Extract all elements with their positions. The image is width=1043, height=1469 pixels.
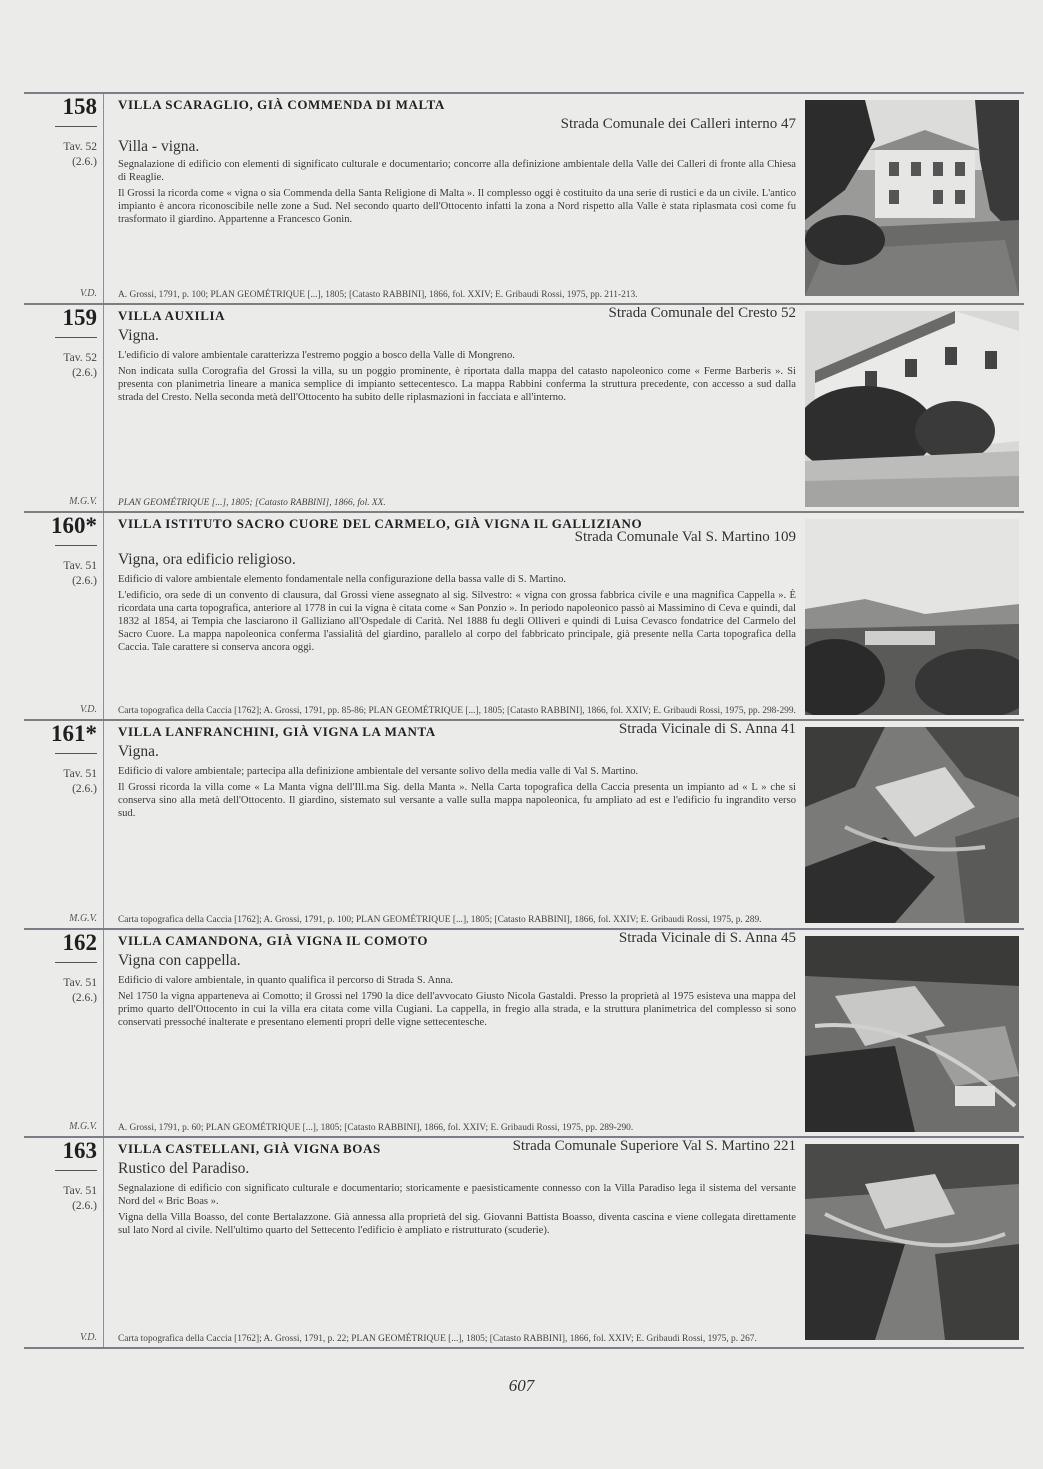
entry-references: Carta topografica della Caccia [1762]; A. Grossi, 1791, pp. 85-86; PLAN GEOMÉTRIQUE [...], 1805; [Catasto RABBINI], 1866, fol. XXIV; E. Gribaudi Rossi, 1975, pp. 298-299. <box>118 706 796 716</box>
number-underline <box>55 337 97 338</box>
entry-address: Strada Vicinale di S. Anna 41 <box>618 721 796 737</box>
tav-label: Tav. 52 <box>63 141 97 153</box>
entry-number: 163 <box>62 1138 97 1163</box>
entry-number: 162 <box>62 930 97 955</box>
body-paragraph: Non indicata sulla Corografia del Grossi la villa, su un poggio prominente, è riportata dalla mappa del catasto napoleonico come « Ferme Barberis ». Si presenta con planimetria lineare a manica semplice di impianto settecentesco. La mappa Rabbini conferma la struttura precedente, con accesso a sud dalla strada del Cresto. Nella seconda metà dell'Ottocento ha subito delle riplasmazioni in facciata e all'interno. <box>118 366 796 403</box>
author-initials: M.G.V. <box>69 913 97 924</box>
body-paragraph: Segnalazione di edificio con elementi di significato culturale e documentario; concorre alla definizione ambientale della Valle dei Calleri di fronte alla Chiesa di Reaglie. <box>118 159 796 183</box>
author-initials: V.D. <box>79 1332 97 1343</box>
tav-section: (2.6.) <box>72 783 97 795</box>
entry-number: 159 <box>62 305 97 330</box>
tav-label: Tav. 52 <box>63 352 97 364</box>
number-underline <box>55 1170 97 1171</box>
body-paragraph: Nel 1750 la vigna apparteneva ai Comotto; il Grossi nel 1790 la dice dell'avvocato Giusto Nicola Gastaldi. Presso la proprietà al 1975 esisteva una mappa del primo quarto dell'Ottocento in cui la villa era citata come villa Cugiani. La cappella, in fregio alla strada, e la struttura planimetrica del complesso si sono conservati pressoché inalterate e presentano elementi propri delle vigne settecentesche. <box>118 991 796 1028</box>
entry-text <box>118 721 796 928</box>
number-underline <box>55 753 97 754</box>
entry-type: Vigna. <box>118 743 159 760</box>
entry-body <box>118 765 796 823</box>
page-number: 607 <box>508 1376 535 1395</box>
entry-address: Strada Comunale Superiore Val S. Martino 221 <box>512 1138 796 1154</box>
entry-title: VILLA CAMANDONA, GIÀ VIGNA IL COMOTO <box>118 933 429 948</box>
author-initials: V.D. <box>79 288 97 299</box>
villa-photo <box>805 311 1019 507</box>
entry-title: VILLA LANFRANCHINI, GIÀ VIGNA LA MANTA <box>118 724 436 739</box>
entry-references: Carta topografica della Caccia [1762]; A. Grossi, 1791, p. 22; PLAN GEOMÉTRIQUE [...], 1805; [Catasto RABBINI], 1866, fol. XXIV; E. Gribaudi Rossi, 1975, p. 267. <box>118 1334 757 1344</box>
entry-address: Strada Comunale Val S. Martino 109 <box>574 529 796 545</box>
entry-161 <box>24 719 1024 928</box>
entry-body <box>118 1182 796 1240</box>
entry-body <box>118 349 796 407</box>
entry-title: VILLA ISTITUTO SACRO CUORE DEL CARMELO, GIÀ VIGNA IL GALLIZIANO <box>118 516 643 531</box>
aerial-photo <box>805 936 1019 1132</box>
table-reference <box>63 767 97 797</box>
entry-type: Vigna, ora edificio religioso. <box>118 551 296 568</box>
tav-label: Tav. 51 <box>63 560 97 572</box>
entry-sidebar <box>24 930 104 1136</box>
entry-sidebar <box>24 1138 104 1347</box>
entry-159 <box>24 303 1024 511</box>
body-paragraph: Edificio di valore ambientale; partecipa alla definizione ambientale del versante solivo della media valle di Val S. Martino. <box>118 766 639 777</box>
table-reference <box>63 559 97 589</box>
entry-sidebar <box>24 305 104 511</box>
entry-type: Vigna con cappella. <box>118 952 241 969</box>
entry-sidebar <box>24 94 104 303</box>
entry-type: Rustico del Paradiso. <box>118 1160 250 1177</box>
entry-references: A. Grossi, 1791, p. 100; PLAN GEOMÉTRIQUE [...], 1805; [Catasto RABBINI], 1866, fol. XXIV; E. Gribaudi Rossi, 1975, pp. 211-213. <box>118 290 638 300</box>
table-reference <box>63 351 97 381</box>
tav-label: Tav. 51 <box>63 977 97 989</box>
aerial-photo <box>805 1144 1019 1340</box>
entry-text <box>118 94 796 303</box>
table-reference <box>63 140 97 170</box>
entry-references: Carta topografica della Caccia [1762]; A. Grossi, 1791, p. 100; PLAN GEOMÉTRIQUE [...], 1805; [Catasto RABBINI], 1866, fol. XXIV; E. Gribaudi Rossi, 1975, p. 289. <box>118 915 762 925</box>
villa-photo <box>805 100 1019 296</box>
entry-text <box>118 513 796 719</box>
tav-section: (2.6.) <box>72 1200 97 1212</box>
author-initials: M.G.V. <box>69 496 97 507</box>
villa-photo <box>805 519 1019 715</box>
entry-references: A. Grossi, 1791, p. 60; PLAN GEOMÉTRIQUE [...], 1805; [Catasto RABBINI], 1866, fol. XXIV; E. Gribaudi Rossi, 1975, pp. 289-290. <box>118 1123 634 1133</box>
tav-label: Tav. 51 <box>63 1185 97 1197</box>
tav-section: (2.6.) <box>72 367 97 379</box>
entry-body <box>118 974 796 1032</box>
entry-163 <box>24 1136 1024 1349</box>
entry-162 <box>24 928 1024 1136</box>
body-paragraph: L'edificio, ora sede di un convento di clausura, dal Grossi viene assegnato al sig. Silvestro: « vigna con grossa fabbrica civile e una magnifica Cappella ». È ricordata una carta topografica, anteriore al 1778 in cui la vigna è citata come « San Ponzio ». In periodo napoleonico passò ai Massimino di Ceva e quindi, dal 1832 al 1854, ai Tempia che lasciarono il Galliziano all'Ospedale di Carità. Nel 1888 fu degli Olliveri e quindi di Luisa Cevasco fondatrice del Carmelo del Sacro Cuore. La mappa napoleonica conferma l'assialità del giardino, parallelo al corpo del fabbricato principale, già presente nella Carta topografica della Caccia. Tale carattere si conserva ancora oggi. <box>118 590 796 653</box>
entry-address: Strada Comunale del Cresto 52 <box>608 305 796 321</box>
table-reference <box>63 1184 97 1214</box>
body-paragraph: Il Grossi la ricorda come « vigna o sia Commenda della Santa Religione di Malta ». Il complesso oggi è costituito da una serie di rustici e da un civile. L'antico impianto è ancora riconoscibile nelle zone a Sud. Nel secondo quarto dell'Ottocento infatti la zona a Nord rispetto alla Valle è stata riplasmata così come fu trasformato il giardino. Appartenne a Francesco Gonin. <box>118 188 796 225</box>
entry-title: VILLA AUXILIA <box>118 308 226 323</box>
entry-text <box>118 1138 796 1347</box>
author-initials: M.G.V. <box>69 1121 97 1132</box>
body-paragraph: Vigna della Villa Boasso, del conte Bertalazzone. Già annessa alla proprietà del sig. Giovanni Battista Boasso, diventa cascina e viene collegata direttamente sul lato Nord al civile. Nell'ultimo quarto del Settecento l'edificio è ampliato e ristrutturato (scuderie). <box>118 1212 796 1236</box>
number-underline <box>55 962 97 963</box>
tav-label: Tav. 51 <box>63 768 97 780</box>
body-paragraph: L'edificio di valore ambientale caratterizza l'estremo poggio a bosco della Valle di Mongreno. <box>118 350 515 361</box>
entry-references: PLAN GEOMÉTRIQUE [...], 1805; [Catasto RABBINI], 1866, fol. XX. <box>118 498 386 508</box>
table-reference <box>63 976 97 1006</box>
entry-type: Villa - vigna. <box>118 138 200 155</box>
author-initials: V.D. <box>79 704 97 715</box>
entry-text <box>118 930 796 1136</box>
entry-158 <box>24 92 1024 303</box>
entry-title: VILLA CASTELLANI, GIÀ VIGNA BOAS <box>118 1141 381 1156</box>
entry-160 <box>24 511 1024 719</box>
aerial-photo <box>805 727 1019 923</box>
body-paragraph: Edificio di valore ambientale, in quanto qualifica il percorso di Strada S. Anna. <box>118 975 454 986</box>
tav-section: (2.6.) <box>72 992 97 1004</box>
entry-number: 161* <box>51 721 97 746</box>
entry-type: Vigna. <box>118 327 159 344</box>
body-paragraph: Il Grossi ricorda la villa come « La Manta vigna dell'Ill.ma Sig. della Manta ». Nella Carta topografica della Caccia presenta un impianto ad « L » che si conserva sino alla metà dell'Ottocento. Il giardino, sistemato sul versante a valle sulla mappa napoleonica, fu ampliato ad est e l'edificio fu ingrandito verso sud. <box>118 782 796 819</box>
number-underline <box>55 126 97 127</box>
entry-text <box>118 305 796 511</box>
entry-body <box>118 573 796 657</box>
tav-section: (2.6.) <box>72 575 97 587</box>
entry-title: VILLA SCARAGLIO, GIÀ COMMENDA DI MALTA <box>118 97 445 112</box>
entry-number: 160* <box>51 513 97 538</box>
entry-sidebar <box>24 513 104 719</box>
entry-number: 158 <box>62 94 97 119</box>
entry-address: Strada Comunale dei Calleri interno 47 <box>560 116 796 132</box>
entry-sidebar <box>24 721 104 928</box>
entry-body <box>118 158 796 229</box>
body-paragraph: Edificio di valore ambientale elemento fondamentale nella configurazione della bassa valle di S. Martino. <box>118 574 567 585</box>
number-underline <box>55 545 97 546</box>
body-paragraph: Segnalazione di edificio con significato culturale e documentario; storicamente e paesisticamente connesso con la Villa Paradiso lega il sistema del versante Nord del « Bric Boas ». <box>118 1183 796 1207</box>
tav-section: (2.6.) <box>72 156 97 168</box>
entry-address: Strada Vicinale di S. Anna 45 <box>618 930 796 946</box>
